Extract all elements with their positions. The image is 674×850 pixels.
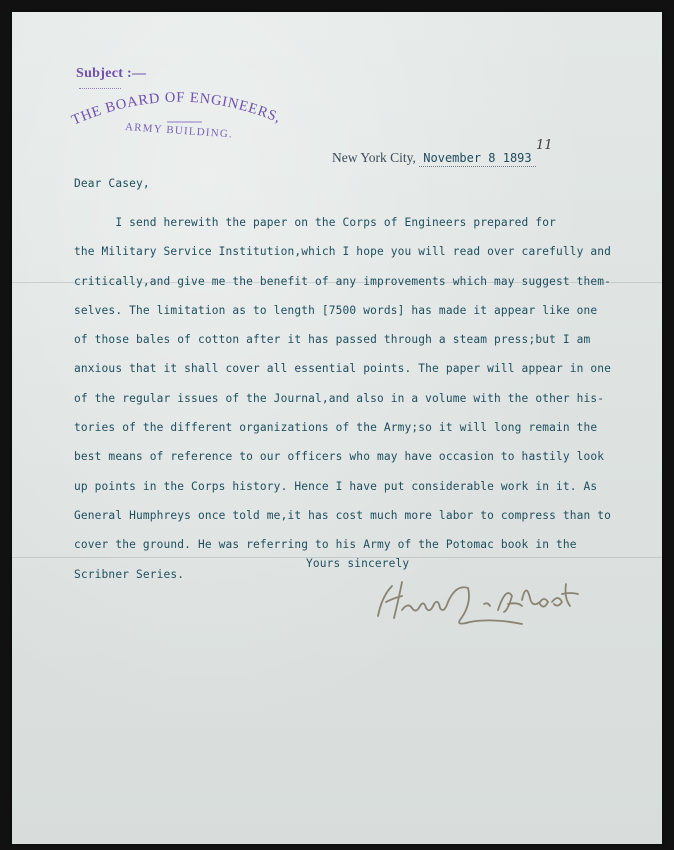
letter-body-line: General Humphreys once told me,it has cost much more labor to compress than to: [74, 508, 612, 522]
subject-label: Subject :—: [76, 66, 147, 81]
letter-body-line: of the regular issues of the Journal,and also in a volume with the other his-: [74, 391, 605, 405]
signature: [372, 574, 592, 634]
date-correction: 11: [536, 138, 553, 153]
letterhead-organization-text: THE BOARD OF ENGINEERS,: [69, 89, 284, 129]
letter-body-line: up points in the Corps history. Hence I have put considerable work in it. As: [74, 479, 598, 493]
letterhead-building: ARMY BUILDING.: [124, 121, 234, 141]
letter-body-line: I send herewith the paper on the Corps of Engineers prepared for: [74, 216, 556, 229]
letter-body-line: Scribner Series.: [74, 567, 185, 581]
dateline-place: New York City,: [332, 150, 416, 165]
letter-body-line: selves. The limitation as to length [7500 words] has made it appear like one: [74, 303, 598, 317]
letter-page: [12, 12, 662, 844]
salutation: Dear Casey,: [74, 177, 150, 190]
letter-body: [74, 208, 644, 589]
closing: Yours sincerely: [306, 557, 410, 570]
letter-body-line: critically,and give me the benefit of any improvements which may suggest them-: [74, 274, 612, 288]
letter-body-line: of those bales of cotton after it has passed through a steam press;but I am: [74, 333, 591, 347]
letter-body-line: cover the ground. He was referring to his Army of the Potomac book in the: [74, 538, 577, 552]
letter-body-line: anxious that it shall cover all essential points. The paper will appear in one: [74, 362, 612, 376]
letter-body-line: best means of reference to our officers who may have occasion to hastily look: [74, 450, 605, 464]
letterhead-organization: [69, 90, 283, 129]
dateline: [332, 150, 536, 167]
letterhead-stamp: [12, 12, 662, 152]
dateline-date: November 8 1893: [419, 151, 535, 167]
letter-body-line: the Military Service Institution,which I hope you will read over carefully and: [74, 245, 612, 259]
letter-body-line: tories of the different organizations of the Army;so it will long remain the: [74, 421, 598, 435]
letterhead: [12, 12, 662, 152]
